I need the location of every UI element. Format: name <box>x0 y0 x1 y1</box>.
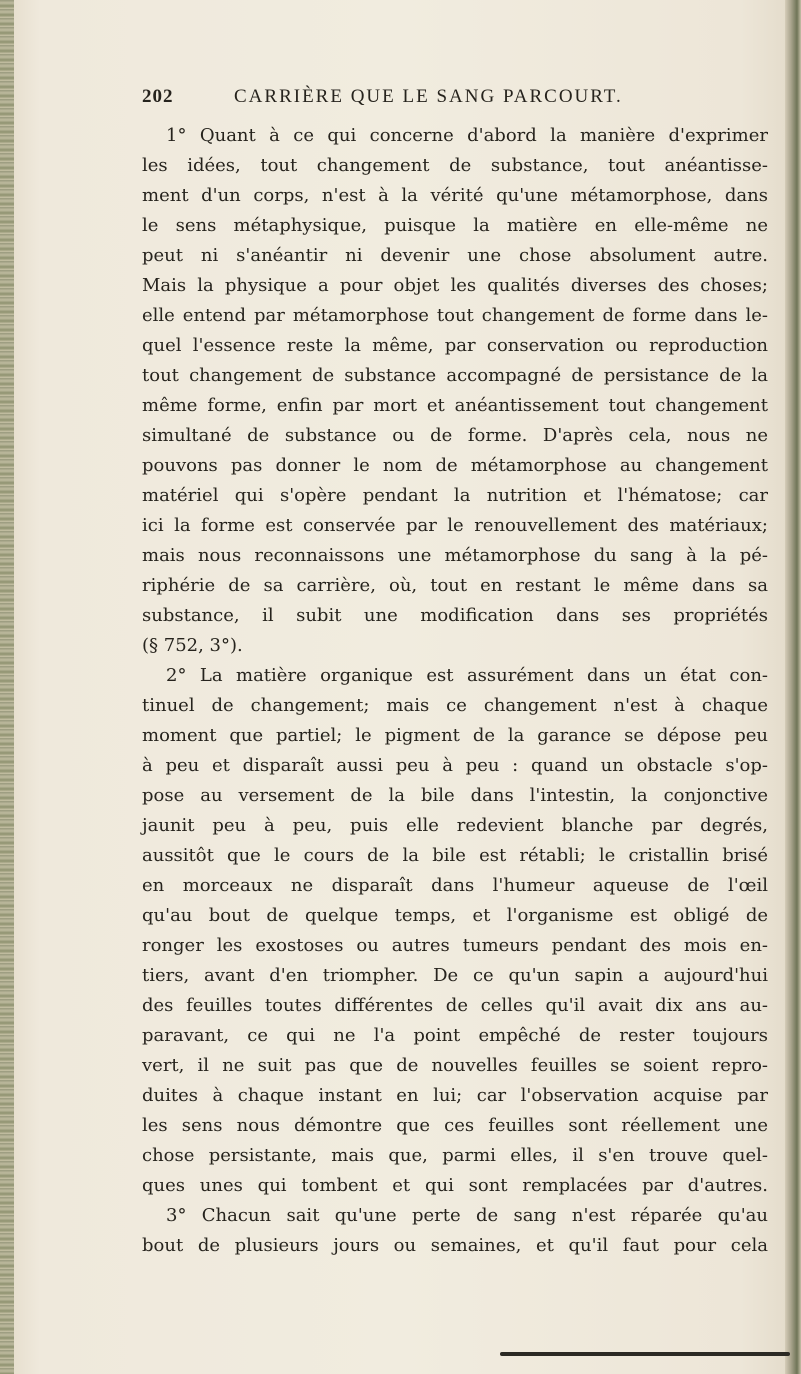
page-left-edge <box>0 0 14 1374</box>
text-line: duites à chaque instant en lui; car l'observation acquise par <box>142 1085 768 1106</box>
text-line: mais nous reconnaissons une métamorphose du sang à la pé- <box>142 545 768 566</box>
text-line: paravant, ce qui ne l'a point empêché de rester toujours <box>142 1025 768 1046</box>
text-line: même forme, enfin par mort et anéantissement tout changement <box>142 395 768 416</box>
text-line: chose persistante, mais que, parmi elles, il s'en trouve quel- <box>142 1145 768 1166</box>
text-line: en morceaux ne disparaît dans l'humeur aqueuse de l'œil <box>142 875 768 896</box>
text-line: aussitôt que le cours de la bile est rétabli; le cristallin brisé <box>142 845 768 866</box>
text-line: qu'au bout de quelque temps, et l'organisme est obligé de <box>142 905 768 926</box>
text-line: tinuel de changement; mais ce changement n'est à chaque <box>142 695 768 716</box>
page-header <box>124 86 744 116</box>
running-head: CARRIÈRE QUE LE SANG PARCOURT. <box>234 86 623 107</box>
bottom-rule <box>500 1352 790 1356</box>
text-line: vert, il ne suit pas que de nouvelles feuilles se soient repro- <box>142 1055 768 1076</box>
text-line: moment que partiel; le pigment de la garance se dépose peu <box>142 725 768 746</box>
text-line: Mais la physique a pour objet les qualités diverses des choses; <box>142 275 768 296</box>
text-line: 1° Quant à ce qui concerne d'abord la manière d'exprimer <box>166 125 768 146</box>
text-line: quel l'essence reste la même, par conservation ou reproduction <box>142 335 768 356</box>
text-line: pouvons pas donner le nom de métamorphose au changement <box>142 455 768 476</box>
text-line: tiers, avant d'en triompher. De ce qu'un sapin a aujourd'hui <box>142 965 768 986</box>
text-line: riphérie de sa carrière, où, tout en restant le même dans sa <box>142 575 768 596</box>
text-line: 3° Chacun sait qu'une perte de sang n'est réparée qu'au <box>166 1205 768 1226</box>
text-line: 2° La matière organique est assurément dans un état con- <box>166 665 768 686</box>
page-number: 202 <box>142 86 174 107</box>
text-line: elle entend par métamorphose tout changement de forme dans le- <box>142 305 768 326</box>
text-line: peut ni s'anéantir ni devenir une chose absolument autre. <box>142 245 768 266</box>
text-line: matériel qui s'opère pendant la nutrition et l'hématose; car <box>142 485 768 506</box>
body-text <box>142 121 768 1261</box>
text-line: des feuilles toutes différentes de celles qu'il avait dix ans au- <box>142 995 768 1016</box>
text-line: les idées, tout changement de substance, tout anéantisse- <box>142 155 768 176</box>
text-line: jaunit peu à peu, puis elle redevient blanche par degrés, <box>142 815 768 836</box>
text-line: le sens métaphysique, puisque la matière en elle-même ne <box>142 215 768 236</box>
page-right-edge <box>785 0 801 1374</box>
text-line: ment d'un corps, n'est à la vérité qu'une métamorphose, dans <box>142 185 768 206</box>
text-line: substance, il subit une modification dans ses propriétés <box>142 605 768 626</box>
text-line: bout de plusieurs jours ou semaines, et qu'il faut pour cela <box>142 1235 768 1256</box>
text-line: ques unes qui tombent et qui sont remplacées par d'autres. <box>142 1175 768 1196</box>
text-line: à peu et disparaît aussi peu à peu : quand un obstacle s'op- <box>142 755 768 776</box>
text-line: (§ 752, 3°). <box>142 635 243 656</box>
text-line: ronger les exostoses ou autres tumeurs pendant des mois en- <box>142 935 768 956</box>
text-line: pose au versement de la bile dans l'intestin, la conjonctive <box>142 785 768 806</box>
text-line: les sens nous démontre que ces feuilles sont réellement une <box>142 1115 768 1136</box>
text-line: ici la forme est conservée par le renouvellement des matériaux; <box>142 515 768 536</box>
text-line: simultané de substance ou de forme. D'après cela, nous ne <box>142 425 768 446</box>
text-line: tout changement de substance accompagné de persistance de la <box>142 365 768 386</box>
